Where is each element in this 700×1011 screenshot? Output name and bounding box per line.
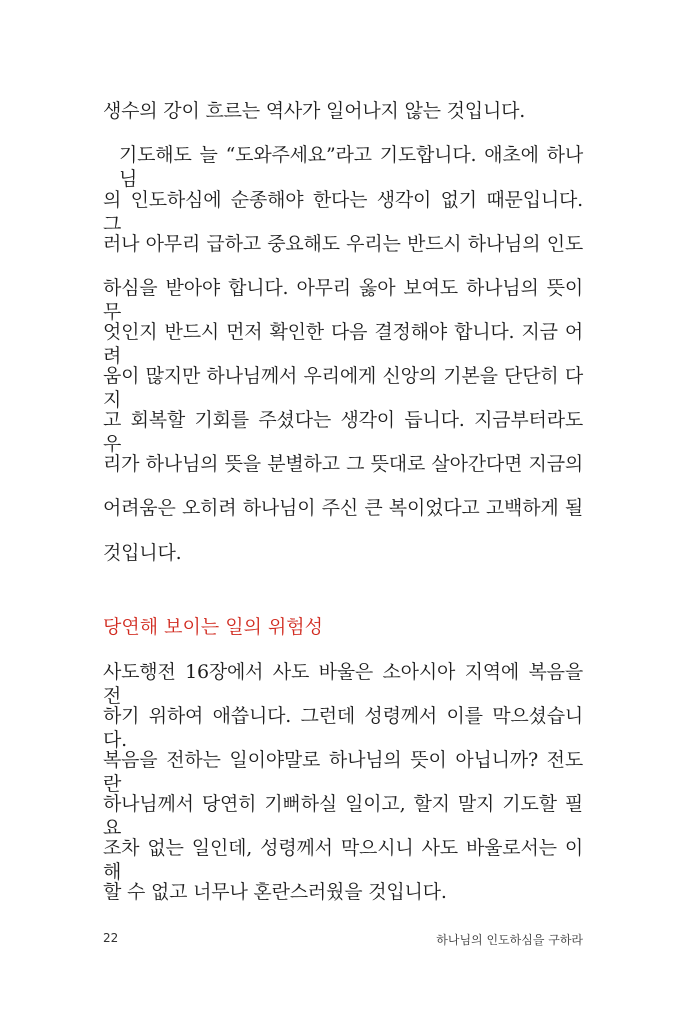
body-line: 복음을 전하는 일이야말로 하나님의 뜻이 아닙니까? 전도란 (103, 749, 583, 795)
body-line: 생수의 강이 흐르는 역사가 일어나지 않는 것입니다. (103, 100, 526, 122)
body-line: 러나 아무리 급하고 중요해도 우리는 반드시 하나님의 인도 (103, 233, 583, 255)
body-line: 고 회복할 기회를 주셨다는 생각이 듭니다. 지금부터라도 우 (103, 409, 583, 455)
body-line: 의 인도하심에 순종해야 한다는 생각이 없기 때문입니다. 그 (103, 189, 583, 235)
body-line: 하심을 받아야 합니다. 아무리 옳아 보여도 하나님의 뜻이 무 (103, 277, 583, 323)
body-line: 것입니다. (103, 542, 182, 564)
page-number: 22 (103, 931, 119, 945)
body-line: 기도해도 늘 “도와주세요”라고 기도합니다. 애초에 하나님 (119, 144, 583, 190)
body-line: 하기 위하여 애씁니다. 그런데 성령께서 이를 막으셨습니다. (103, 705, 583, 751)
body-line: 조차 없는 일인데, 성령께서 막으시니 사도 바울로서는 이해 (103, 837, 583, 883)
body-line: 할 수 없고 너무나 혼란스러웠을 것입니다. (103, 881, 447, 903)
body-line: 리가 하나님의 뜻을 분별하고 그 뜻대로 살아간다면 지금의 (103, 453, 583, 475)
body-line: 어려움은 오히려 하나님이 주신 큰 복이었다고 고백하게 될 (103, 497, 583, 519)
body-line: 엇인지 반드시 먼저 확인한 다음 결정해야 합니다. 지금 어려 (103, 321, 583, 367)
body-line: 사도행전 16장에서 사도 바울은 소아시아 지역에 복음을 전 (103, 661, 583, 707)
body-line: 움이 많지만 하나님께서 우리에게 신앙의 기본을 단단히 다지 (103, 365, 583, 411)
section-heading: 당연해 보이는 일의 위험성 (103, 616, 324, 638)
running-footer-title: 하나님의 인도하심을 구하라 (436, 933, 583, 947)
body-line: 하나님께서 당연히 기뻐하실 일이고, 할지 말지 기도할 필요 (103, 793, 583, 839)
